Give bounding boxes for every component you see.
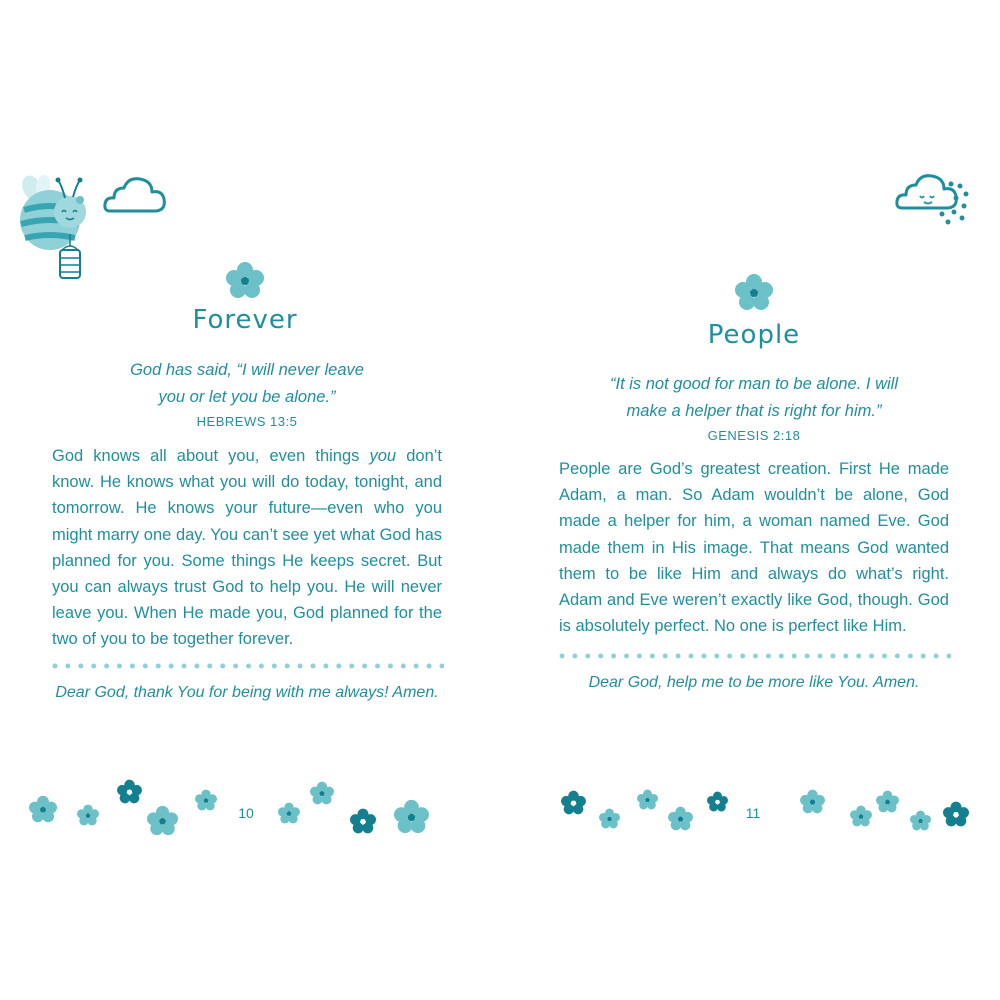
devotion-body [52, 443, 442, 653]
body-emphasis: you [369, 447, 397, 465]
verse-reference: HEBREWS 13:5 [196, 414, 298, 429]
right-page [500, 0, 1000, 1000]
flower-icon [561, 790, 586, 815]
devotion-body: People are God’s greatest creation. First He made Adam, a man. So Adam wouldn’t be alone, God made a helper for him, a woman named Eve. God made them in His image. That means God wanted them to be like Him and always do what’s right. Adam and Eve weren’t exactly like God, though. God is absolutely perfect. No one is perfect like Him. [559, 460, 949, 636]
flower-icon [77, 804, 99, 826]
flower-icon [195, 789, 217, 811]
flower-icon [668, 806, 693, 831]
flower-icon [278, 802, 300, 824]
rain-cloud-icon [894, 168, 974, 228]
flower-icon [226, 262, 264, 298]
body-intro: God knows all about you, even things [52, 447, 370, 465]
flower-icon [117, 779, 142, 804]
flower-icon [147, 805, 178, 836]
flower-icon [876, 790, 899, 813]
flower-icon [599, 808, 620, 829]
flower-icon [707, 791, 728, 812]
prayer: Dear God, help me to be more like You. Amen. [588, 674, 920, 691]
flower-icon [800, 789, 825, 814]
page-title: People [707, 320, 801, 350]
verse-line-2: you or let you be alone.” [158, 388, 336, 406]
flower-icon [910, 810, 931, 831]
flower-icon [943, 801, 969, 827]
dotted-divider [559, 653, 951, 659]
flower-icon [310, 781, 334, 805]
page-number: 11 [745, 805, 761, 821]
verse-line-1: God has said, “I will never leave [130, 361, 364, 379]
flower-icon [850, 805, 872, 827]
flower-icon [394, 799, 429, 834]
prayer: Dear God, thank You for being with me always! Amen. [55, 684, 439, 701]
flower-icon [637, 789, 658, 810]
flower-icon [350, 808, 376, 834]
page-title: Forever [192, 305, 298, 335]
flower-icon [29, 795, 57, 823]
dotted-divider [52, 663, 444, 669]
flower-icon [735, 274, 773, 310]
verse-reference: GENESIS 2:18 [707, 428, 801, 443]
verse-line-2: make a helper that is right for him.” [626, 402, 882, 420]
page-number: 10 [238, 805, 254, 821]
bee-icon [10, 172, 95, 287]
cloud-icon [102, 173, 170, 215]
body-rest: don’t know. He knows what you will do today, tonight, and tomorrow. He knows your future—even who you might marry one day. You can’t see yet what God has planned for you. Some things He keeps secret. But you can always trust God to help you. He will never leave you. When He made you, God planned for the two of you to be together forever. [52, 447, 442, 649]
verse-line-1: “It is not good for man to be alone. I will [610, 375, 898, 393]
